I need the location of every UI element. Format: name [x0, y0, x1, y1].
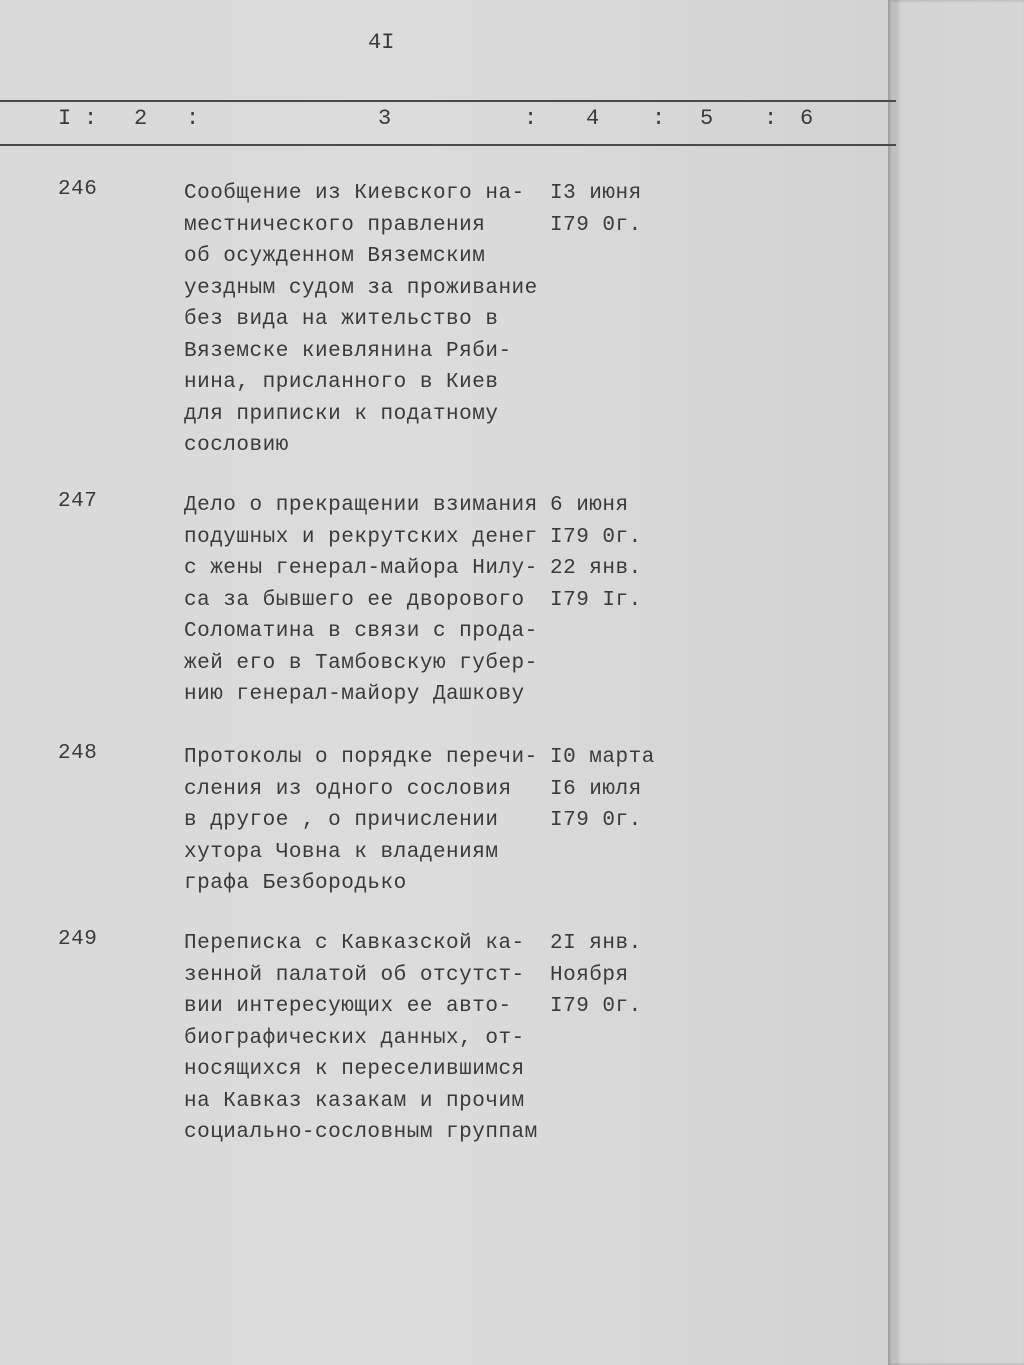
date-line: 6 июня: [550, 494, 629, 517]
header-col-1: I: [58, 106, 72, 131]
entry-description: [184, 742, 544, 900]
table-header-top-rule: [0, 100, 896, 102]
description-line: подушных и рекрутских денег: [184, 525, 538, 549]
description-line: уездным судом за проживание: [184, 276, 538, 300]
description-line: в другое , о причислении: [184, 809, 499, 832]
date-line: I79 Iг.: [550, 588, 642, 612]
entry-dates: [550, 928, 660, 1023]
description-line: биографических данных, от-: [184, 1026, 525, 1050]
entry-number: 246: [58, 178, 98, 201]
description-line: носящихся к переселившимся: [184, 1058, 525, 1081]
date-line: I3 июня: [550, 182, 642, 205]
header-separator: :: [84, 106, 98, 131]
entry-description: [184, 490, 544, 711]
description-line: Протоколы о порядке перечи-: [184, 746, 538, 769]
description-line: нию генерал-майору Дашкову: [184, 683, 525, 706]
entry-description: [184, 178, 544, 462]
description-line: сления из одного сословия: [184, 777, 512, 801]
header-col-5: 5: [700, 106, 714, 131]
date-line: Ноября: [550, 963, 629, 987]
entry-number: 248: [58, 742, 98, 765]
header-separator: :: [186, 106, 200, 131]
header-col-3: 3: [378, 106, 392, 131]
description-line: зенной палатой об отсутст-: [184, 963, 525, 987]
table-header-bottom-rule: [0, 144, 896, 146]
description-line: социально-сословным группам: [184, 1121, 538, 1144]
description-line: сословию: [184, 434, 289, 457]
description-line: с жены генерал-майора Нилу-: [184, 557, 538, 580]
page-edge-shadow: [888, 0, 1024, 1365]
description-line: местнического правления: [184, 213, 486, 237]
date-line: I79 0г.: [550, 525, 642, 549]
entry-dates: [550, 742, 660, 837]
header-separator: :: [764, 106, 778, 131]
date-line: 2I янв.: [550, 932, 642, 955]
entry-dates: [550, 490, 660, 616]
description-line: Сообщение из Киевского на-: [184, 182, 525, 205]
header-separator: :: [652, 106, 666, 131]
description-line: графа Безбородько: [184, 872, 407, 895]
page-number: 4I: [368, 30, 395, 55]
date-line: I79 0г.: [550, 809, 642, 832]
description-line: Переписка с Кавказской ка-: [184, 932, 525, 955]
entry-number: 247: [58, 490, 98, 513]
description-line: об осужденном Вяземским: [184, 245, 486, 268]
header-col-6: 6: [800, 106, 814, 131]
description-line: на Кавказ казакам и прочим: [184, 1089, 525, 1113]
date-line: I0 марта: [550, 746, 655, 769]
description-line: вии интересующих ее авто-: [184, 995, 512, 1018]
description-line: Вяземске киевлянина Ряби-: [184, 339, 512, 363]
date-line: I79 0г.: [550, 213, 642, 237]
date-line: I79 0г.: [550, 995, 642, 1018]
description-line: са за бывшего ее дворового: [184, 588, 525, 612]
entry-dates: [550, 178, 660, 241]
description-line: Соломатина в связи с прода-: [184, 620, 538, 643]
entry-description: [184, 928, 544, 1149]
description-line: хутора Човна к владениям: [184, 840, 499, 864]
description-line: для приписки к податному: [184, 402, 499, 426]
date-line: 22 янв.: [550, 557, 642, 580]
description-line: Дело о прекращении взимания: [184, 494, 538, 517]
description-line: без вида на жительство в: [184, 308, 499, 331]
header-separator: :: [524, 106, 538, 131]
date-line: I6 июля: [550, 777, 642, 801]
header-col-2: 2: [134, 106, 148, 131]
description-line: нина, присланного в Киев: [184, 371, 499, 394]
header-col-4: 4: [586, 106, 600, 131]
description-line: жей его в Тамбовскую губер-: [184, 651, 538, 675]
entry-number: 249: [58, 928, 98, 951]
